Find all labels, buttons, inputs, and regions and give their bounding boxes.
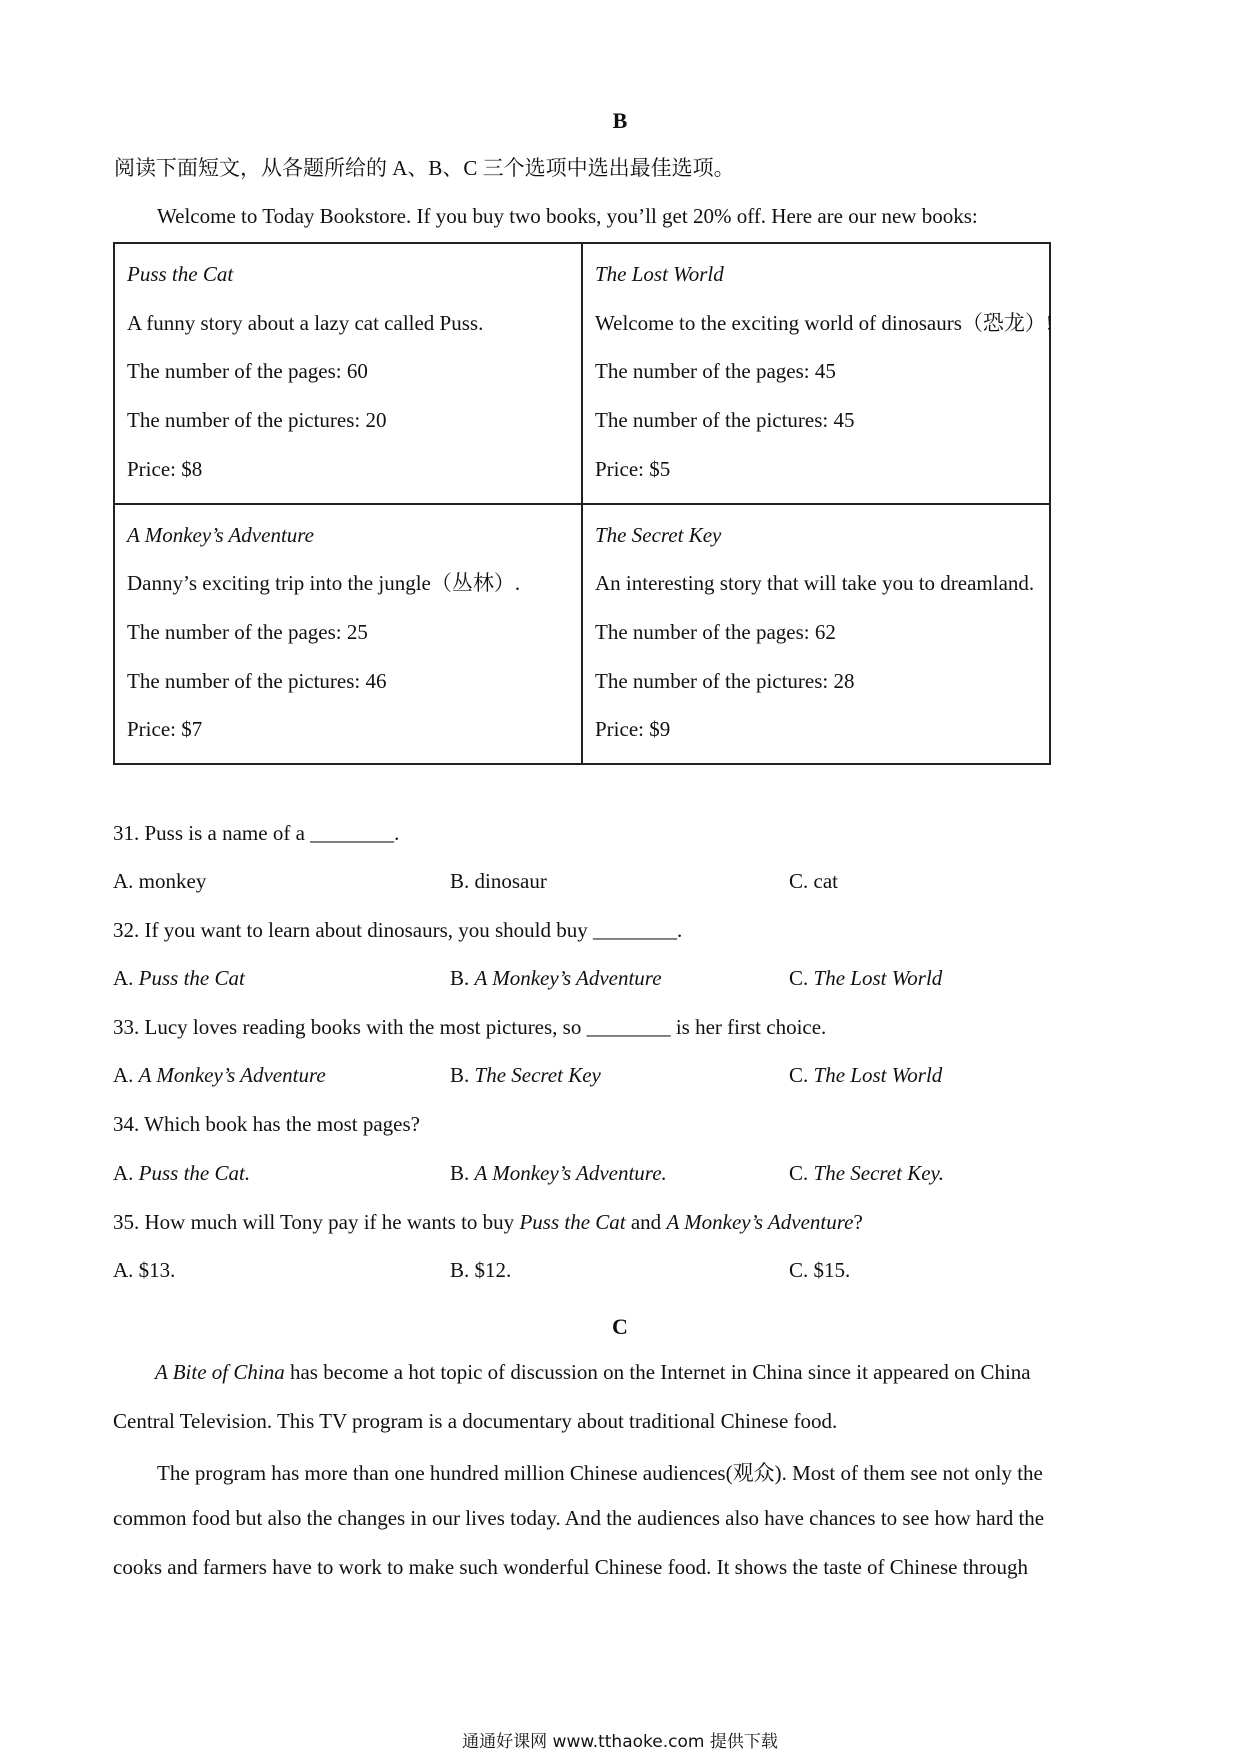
option-a: A. Puss the Cat.: [113, 1161, 251, 1185]
paragraph-1-line-2: Central Television. This TV program is a documentary about traditional Chinese food.: [113, 1409, 838, 1433]
book-price: Price: $9: [595, 717, 671, 742]
option-a: A. monkey: [113, 869, 207, 893]
book-cell: [582, 504, 1050, 765]
book-pages: The number of the pages: 60: [127, 359, 368, 384]
question-31: 31. Puss is a name of a ________.: [113, 821, 400, 845]
book-title: The Secret Key: [595, 522, 722, 547]
option-c: C. The Lost World: [789, 1063, 943, 1087]
option-b: B. A Monkey’s Adventure: [450, 966, 662, 990]
paragraph-2-line-1: The program has more than one hundred million Chinese audiences(观众). Most of them see not only the: [157, 1461, 1043, 1485]
book-desc: A funny story about a lazy cat called Puss.: [127, 310, 484, 335]
book-pictures: The number of the pictures: 28: [595, 668, 855, 693]
book-pictures: The number of the pictures: 20: [127, 408, 387, 433]
option-b: B. A Monkey’s Adventure.: [450, 1161, 667, 1185]
option-a: A. $13.: [113, 1258, 176, 1282]
option-c: C. The Secret Key.: [789, 1161, 944, 1185]
bookstore-lead: Welcome to Today Bookstore. If you buy two books, you’ll get 20% off. Here are our new books:: [157, 204, 978, 228]
question-34: 34. Which book has the most pages?: [113, 1112, 420, 1136]
book-title: The Lost World: [595, 262, 724, 286]
question-35: 35. How much will Tony pay if he wants to buy Puss the Cat and A Monkey’s Adventure?: [113, 1210, 863, 1234]
option-b: B. The Secret Key: [450, 1063, 601, 1087]
book-pages: The number of the pages: 25: [127, 619, 368, 644]
option-b: B. $12.: [450, 1258, 512, 1282]
book-price: Price: $7: [127, 717, 203, 742]
book-pictures: The number of the pictures: 45: [595, 408, 855, 433]
question-32: 32. If you want to learn about dinosaurs, you should buy ________.: [113, 918, 683, 942]
book-pages: The number of the pages: 45: [595, 359, 836, 384]
books-table: [113, 242, 1051, 765]
book-desc: Welcome to the exciting world of dinosaurs（恐龙）!: [595, 310, 1053, 335]
book-desc: Danny’s exciting trip into the jungle（丛林）.: [127, 571, 521, 596]
book-cell: [582, 243, 1053, 504]
book-price: Price: $8: [127, 456, 203, 481]
option-b: B. dinosaur: [450, 869, 547, 893]
book-cell: [114, 504, 582, 765]
book-price: Price: $5: [595, 456, 671, 481]
option-c: C. $15.: [789, 1258, 851, 1282]
question-33: 33. Lucy loves reading books with the most pictures, so ________ is her first choice.: [113, 1015, 827, 1039]
book-title: Puss the Cat: [127, 262, 234, 286]
book-cell: [114, 243, 582, 504]
instruction-text: 阅读下面短文，从各题所给的 A、B、C 三个选项中选出最佳选项。: [114, 156, 735, 180]
book-pages: The number of the pages: 62: [595, 619, 836, 644]
section-c-heading: C: [612, 1314, 628, 1339]
paragraph-1-line-1: A Bite of China has become a hot topic of discussion on the Internet in China since it appeared on China: [155, 1360, 1031, 1384]
book-desc: An interesting story that will take you to dreamland.: [595, 571, 1035, 596]
paragraph-2-line-2: common food but also the changes in our lives today. And the audiences also have chances to see how hard the: [113, 1506, 1045, 1530]
section-b-heading: B: [612, 108, 628, 133]
option-a: A. A Monkey’s Adventure: [113, 1063, 326, 1087]
page-footer: 通通好课网 www.tthaoke.com 提供下载: [462, 1732, 778, 1752]
book-pictures: The number of the pictures: 46: [127, 668, 387, 693]
option-c: C. The Lost World: [789, 966, 943, 990]
paragraph-2-line-3: cooks and farmers have to work to make such wonderful Chinese food. It shows the taste of Chinese through: [113, 1555, 1029, 1579]
option-a: A. Puss the Cat: [113, 966, 245, 990]
book-title: A Monkey’s Adventure: [127, 522, 315, 547]
option-c: C. cat: [789, 869, 838, 893]
